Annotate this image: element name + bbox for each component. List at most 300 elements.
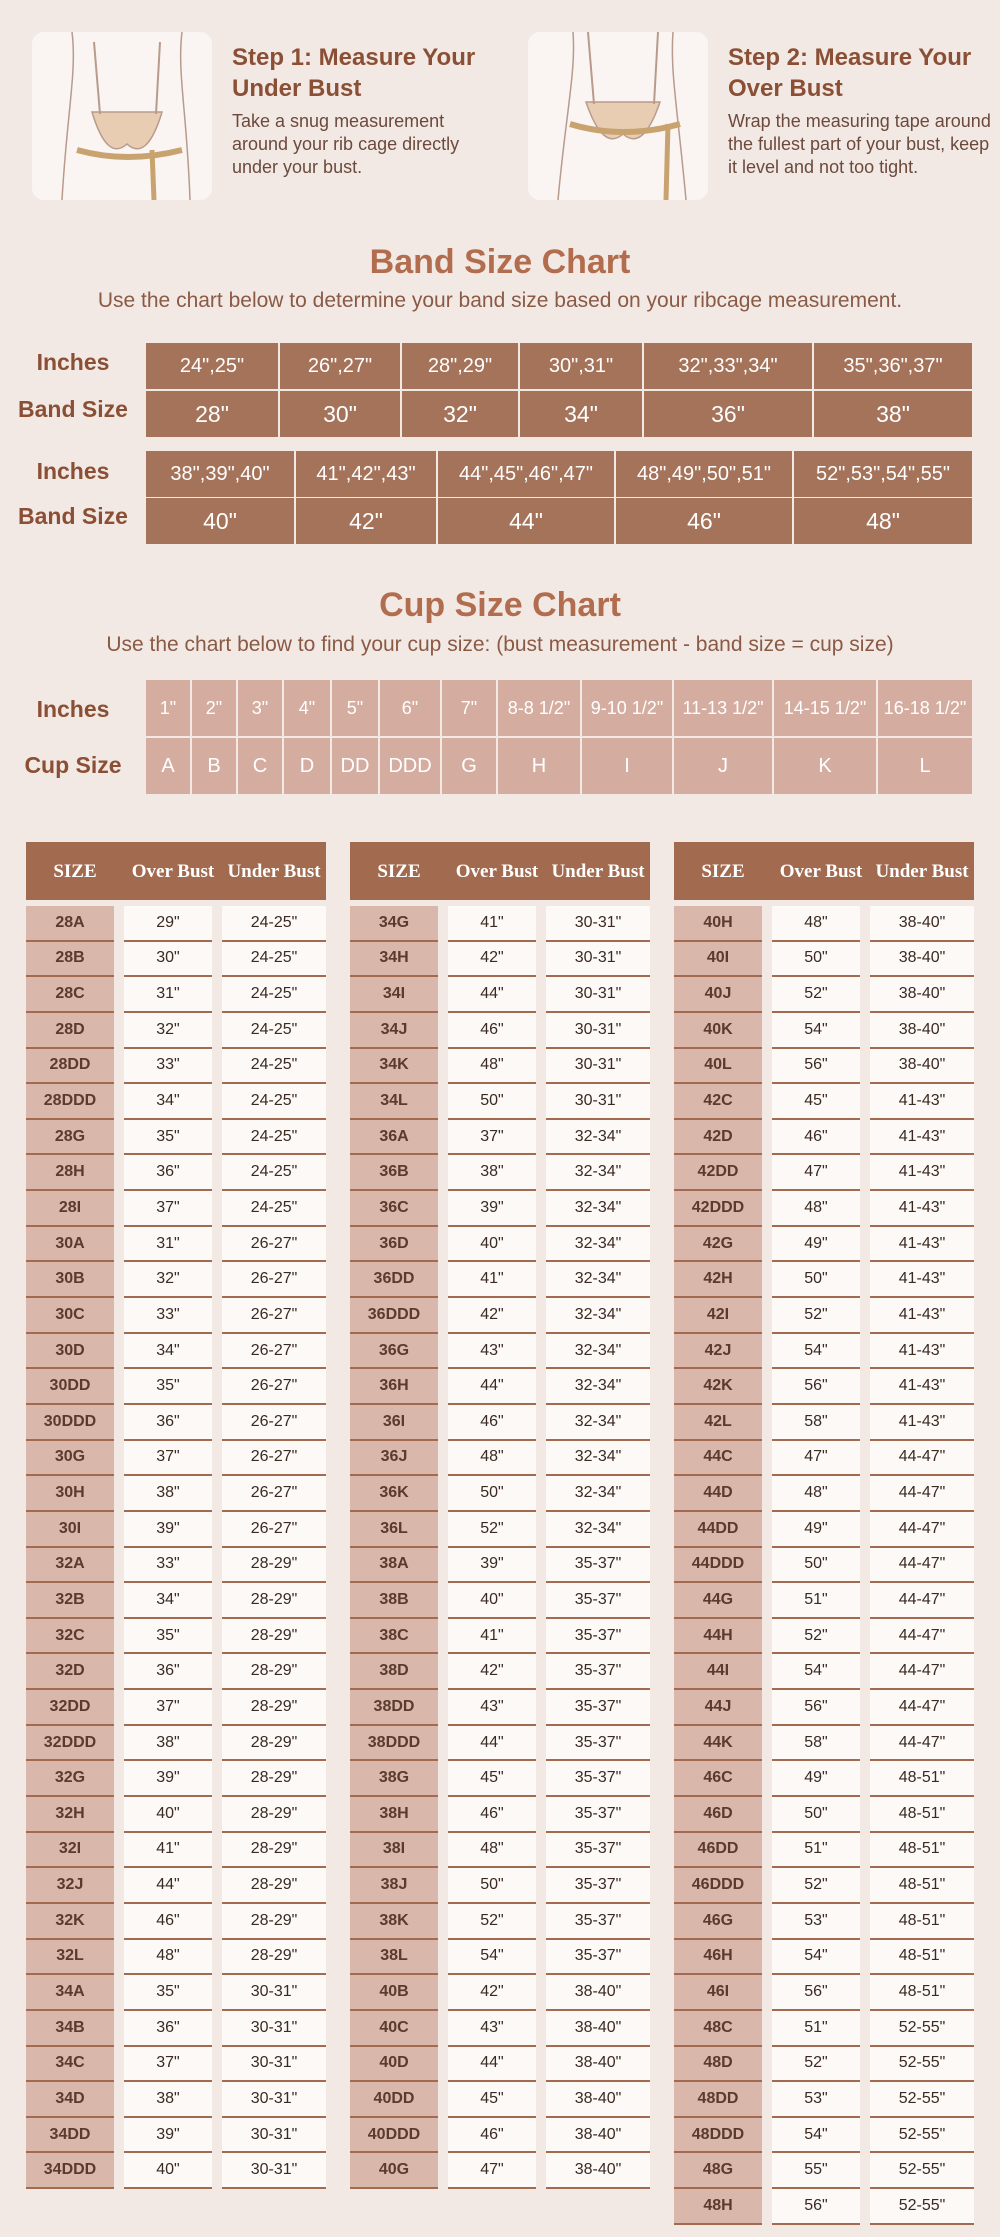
under-bust-cell: 30-31" <box>546 906 650 942</box>
table-row <box>674 1369 974 1405</box>
size-cell: 46D <box>674 1797 762 1833</box>
step-2-title: Step 2: Measure Your Over Bust <box>728 44 972 102</box>
table-row <box>674 1334 974 1370</box>
size-cell: 38K <box>350 1904 438 1940</box>
under-bust-cell: 26-27" <box>222 1227 326 1263</box>
over-bust-cell: 56" <box>772 1975 860 2011</box>
under-bust-cell: 52-55" <box>870 2011 974 2047</box>
band-inches-cell: 38",39",40" <box>146 451 296 497</box>
table-row <box>350 2153 650 2189</box>
under-bust-cell: 35-37" <box>546 1726 650 1762</box>
table-row <box>26 1227 326 1263</box>
over-bust-cell: 34" <box>124 1583 212 1619</box>
under-bust-cell: 32-34" <box>546 1476 650 1512</box>
over-bust-cell: 40" <box>124 2153 212 2189</box>
cup-size-cell: DDD <box>380 738 442 794</box>
over-bust-cell: 37" <box>124 1690 212 1726</box>
table-row <box>26 1155 326 1191</box>
under-bust-cell: 48-51" <box>870 1904 974 1940</box>
size-cell: 36B <box>350 1155 438 1191</box>
under-bust-cell: 32-34" <box>546 1405 650 1441</box>
over-bust-cell: 50" <box>448 1084 536 1120</box>
under-bust-cell: 30-31" <box>222 2082 326 2118</box>
under-bust-cell: 26-27" <box>222 1298 326 1334</box>
table-row <box>26 1583 326 1619</box>
table-row <box>350 1548 650 1584</box>
size-cell: 30DD <box>26 1369 114 1405</box>
under-bust-cell: 26-27" <box>222 1405 326 1441</box>
size-cell: 44J <box>674 1690 762 1726</box>
table-row <box>674 1049 974 1085</box>
table-row <box>674 1191 974 1227</box>
under-bust-cell: 24-25" <box>222 1049 326 1085</box>
table-row <box>674 1548 974 1584</box>
under-bust-cell: 35-37" <box>546 1904 650 1940</box>
over-bust-cell: 48" <box>448 1049 536 1085</box>
cup-inches-cell: 11-13 1/2" <box>674 680 774 736</box>
cup-inches-cell: 3" <box>238 680 284 736</box>
over-bust-cell: 54" <box>772 1334 860 1370</box>
table-row <box>26 1797 326 1833</box>
cup-size-row <box>146 738 972 794</box>
under-bust-cell: 32-34" <box>546 1227 650 1263</box>
under-bust-cell: 48-51" <box>870 1833 974 1869</box>
band-inches-cell: 41",42",43" <box>296 451 438 497</box>
size-cell: 44C <box>674 1441 762 1477</box>
over-bust-cell: 35" <box>124 1369 212 1405</box>
table-row <box>26 2047 326 2083</box>
table-row <box>350 1262 650 1298</box>
step-1-text: Take a snug measurement around your rib cage directly under your bust. <box>232 111 460 177</box>
size-cell: 28I <box>26 1191 114 1227</box>
over-bust-cell: 48" <box>448 1833 536 1869</box>
size-cell: 32I <box>26 1833 114 1869</box>
band-size-cell: 36" <box>644 391 814 437</box>
size-cell: 32DDD <box>26 1726 114 1762</box>
cup-inches-cell: 9-10 1/2" <box>582 680 674 736</box>
under-bust-cell: 41-43" <box>870 1298 974 1334</box>
over-bust-cell: 51" <box>772 2011 860 2047</box>
over-bust-cell: 52" <box>772 1868 860 1904</box>
size-cell: 40K <box>674 1013 762 1049</box>
table-row <box>350 942 650 978</box>
under-bust-cell: 38-40" <box>870 977 974 1013</box>
over-bust-cell: 41" <box>448 1619 536 1655</box>
table-row <box>350 2047 650 2083</box>
table-row <box>674 1441 974 1477</box>
table-row <box>674 1690 974 1726</box>
size-cell: 38J <box>350 1868 438 1904</box>
cup-inches-cell: 16-18 1/2" <box>878 680 972 736</box>
over-bust-cell: 52" <box>772 2047 860 2083</box>
under-bust-cell: 35-37" <box>546 1548 650 1584</box>
size-cell: 48D <box>674 2047 762 2083</box>
over-bust-cell: 46" <box>772 1120 860 1156</box>
over-bust-cell: 39" <box>448 1191 536 1227</box>
table-row <box>350 1868 650 1904</box>
band-size-cell: 32" <box>402 391 520 437</box>
size-cell: 36L <box>350 1512 438 1548</box>
under-bust-cell: 35-37" <box>546 1940 650 1976</box>
under-bust-cell: 32-34" <box>546 1298 650 1334</box>
over-bust-cell: 56" <box>772 2189 860 2225</box>
over-bust-cell: 31" <box>124 977 212 1013</box>
table-row <box>26 1940 326 1976</box>
size-cell: 36A <box>350 1120 438 1156</box>
size-cell: 42DDD <box>674 1191 762 1227</box>
over-bust-cell: 48" <box>772 1191 860 1227</box>
cup-inches-cell: 6" <box>380 680 442 736</box>
over-bust-cell: 56" <box>772 1369 860 1405</box>
torso-measuring-icon <box>32 32 212 200</box>
over-bust-cell: 45" <box>772 1084 860 1120</box>
table-row <box>26 1441 326 1477</box>
table-row <box>674 2011 974 2047</box>
over-bust-cell: 43" <box>448 2011 536 2047</box>
under-bust-cell: 28-29" <box>222 1940 326 1976</box>
table-row <box>674 1512 974 1548</box>
size-cell: 36D <box>350 1227 438 1263</box>
cup-chart-subtitle: Use the chart below to find your cup size: (bust measurement - band size = cup size) <box>106 633 894 656</box>
table-row <box>26 1868 326 1904</box>
over-bust-cell: 42" <box>448 1654 536 1690</box>
size-cell: 36C <box>350 1191 438 1227</box>
cup-size-cell: D <box>284 738 332 794</box>
table-row <box>674 1833 974 1869</box>
cup-size-cell: DD <box>332 738 380 794</box>
under-bust-cell: 28-29" <box>222 1868 326 1904</box>
under-bust-cell: 48-51" <box>870 1761 974 1797</box>
cup-size-label: Cup Size <box>24 752 122 778</box>
over-bust-cell: 51" <box>772 1583 860 1619</box>
table-row <box>26 1476 326 1512</box>
under-bust-cell: 28-29" <box>222 1833 326 1869</box>
size-cell: 40C <box>350 2011 438 2047</box>
table-row <box>26 1833 326 1869</box>
under-bust-cell: 30-31" <box>222 1975 326 2011</box>
table-row <box>674 1583 974 1619</box>
header-size: SIZE <box>377 860 421 882</box>
size-table-rows <box>674 906 974 2225</box>
over-bust-cell: 36" <box>124 1654 212 1690</box>
over-bust-cell: 38" <box>124 1726 212 1762</box>
cup-size-cell: K <box>774 738 878 794</box>
table-row <box>26 1654 326 1690</box>
size-cell: 28D <box>26 1013 114 1049</box>
size-cell: 34H <box>350 942 438 978</box>
size-cell: 34L <box>350 1084 438 1120</box>
under-bust-cell: 44-47" <box>870 1476 974 1512</box>
size-cell: 32B <box>26 1583 114 1619</box>
size-cell: 38H <box>350 1797 438 1833</box>
size-cell: 30DDD <box>26 1405 114 1441</box>
over-bust-cell: 43" <box>448 1690 536 1726</box>
table-row <box>26 2118 326 2154</box>
table-row <box>26 1548 326 1584</box>
over-bust-cell: 52" <box>772 977 860 1013</box>
table-row <box>674 977 974 1013</box>
over-bust-cell: 39" <box>448 1548 536 1584</box>
size-table-rows <box>26 906 326 2189</box>
table-row <box>674 906 974 942</box>
over-bust-cell: 48" <box>124 1940 212 1976</box>
table-row <box>674 1476 974 1512</box>
under-bust-cell: 35-37" <box>546 1868 650 1904</box>
under-bust-cell: 52-55" <box>870 2118 974 2154</box>
table-row <box>350 1833 650 1869</box>
under-bust-cell: 38-40" <box>870 1013 974 1049</box>
table-row <box>674 1298 974 1334</box>
cup-inches-label: Inches <box>36 696 110 722</box>
over-bust-cell: 48" <box>448 1441 536 1477</box>
size-cell: 40B <box>350 1975 438 2011</box>
over-bust-cell: 38" <box>124 2082 212 2118</box>
over-bust-cell: 39" <box>124 1512 212 1548</box>
over-bust-cell: 38" <box>124 1476 212 1512</box>
over-bust-cell: 40" <box>124 1797 212 1833</box>
size-cell: 46DD <box>674 1833 762 1869</box>
size-cell: 36DDD <box>350 1298 438 1334</box>
under-bust-cell: 44-47" <box>870 1690 974 1726</box>
band-size-label-2: Band Size <box>18 503 128 529</box>
cup-inches-cell: 8-8 1/2" <box>498 680 582 736</box>
cup-size-cell: I <box>582 738 674 794</box>
table-row <box>674 1797 974 1833</box>
step-2-text: Wrap the measuring tape around the fullest part of your bust, keep it level and not too tight. <box>728 111 991 177</box>
cup-size-cell: B <box>192 738 238 794</box>
under-bust-cell: 30-31" <box>222 2118 326 2154</box>
size-cell: 40H <box>674 906 762 942</box>
under-bust-cell: 38-40" <box>870 1049 974 1085</box>
under-bust-cell: 24-25" <box>222 942 326 978</box>
band-size-cell: 46" <box>616 498 794 544</box>
under-bust-cell: 41-43" <box>870 1084 974 1120</box>
band-size-cell: 48" <box>794 498 972 544</box>
table-row <box>26 1262 326 1298</box>
table-row <box>350 1940 650 1976</box>
table-row <box>26 1013 326 1049</box>
size-cell: 38L <box>350 1940 438 1976</box>
over-bust-cell: 38" <box>448 1155 536 1191</box>
band-inches-cell: 44",45",46",47" <box>438 451 616 497</box>
cup-size-cell: A <box>146 738 192 794</box>
over-bust-cell: 33" <box>124 1049 212 1085</box>
over-bust-cell: 54" <box>772 1940 860 1976</box>
table-row <box>26 1369 326 1405</box>
cup-inches-cell: 1" <box>146 680 192 736</box>
size-cell: 44D <box>674 1476 762 1512</box>
over-bust-cell: 36" <box>124 1405 212 1441</box>
over-bust-cell: 30" <box>124 942 212 978</box>
band-inches-cell: 28",29" <box>402 343 520 389</box>
over-bust-cell: 56" <box>772 1049 860 1085</box>
over-bust-cell: 37" <box>124 1191 212 1227</box>
step-under-bust <box>32 32 492 204</box>
under-bust-cell: 30-31" <box>546 1049 650 1085</box>
under-bust-cell: 52-55" <box>870 2082 974 2118</box>
band-inches-row-1 <box>146 343 972 389</box>
over-bust-cell: 42" <box>448 942 536 978</box>
over-bust-cell: 46" <box>448 1013 536 1049</box>
size-cell: 46DDD <box>674 1868 762 1904</box>
over-bust-cell: 46" <box>448 1405 536 1441</box>
over-bust-cell: 37" <box>448 1120 536 1156</box>
table-row <box>26 1726 326 1762</box>
over-bust-cell: 37" <box>124 1441 212 1477</box>
size-cell: 30A <box>26 1227 114 1263</box>
over-bust-cell: 50" <box>448 1868 536 1904</box>
under-bust-cell: 35-37" <box>546 1690 650 1726</box>
under-bust-cell: 38-40" <box>870 942 974 978</box>
under-bust-cell: 41-43" <box>870 1369 974 1405</box>
under-bust-cell: 30-31" <box>546 977 650 1013</box>
table-row <box>26 1298 326 1334</box>
under-bust-illustration <box>32 32 212 200</box>
over-bust-cell: 37" <box>124 2047 212 2083</box>
size-table-header <box>26 842 326 900</box>
under-bust-cell: 32-34" <box>546 1369 650 1405</box>
size-cell: 34B <box>26 2011 114 2047</box>
size-cell: 36K <box>350 1476 438 1512</box>
over-bust-cell: 51" <box>772 1833 860 1869</box>
cup-inches-cell: 7" <box>442 680 498 736</box>
under-bust-cell: 28-29" <box>222 1583 326 1619</box>
size-cell: 32D <box>26 1654 114 1690</box>
over-bust-cell: 53" <box>772 1904 860 1940</box>
table-row <box>350 1619 650 1655</box>
under-bust-cell: 28-29" <box>222 1761 326 1797</box>
size-cell: 40J <box>674 977 762 1013</box>
table-row <box>674 1155 974 1191</box>
size-cell: 28DDD <box>26 1084 114 1120</box>
table-row <box>674 2047 974 2083</box>
under-bust-cell: 28-29" <box>222 1654 326 1690</box>
table-row <box>674 1761 974 1797</box>
size-cell: 36J <box>350 1441 438 1477</box>
under-bust-cell: 28-29" <box>222 1726 326 1762</box>
under-bust-cell: 52-55" <box>870 2153 974 2189</box>
under-bust-cell: 35-37" <box>546 1619 650 1655</box>
size-cell: 38A <box>350 1548 438 1584</box>
cup-inches-cell: 14-15 1/2" <box>774 680 878 736</box>
size-cell: 40D <box>350 2047 438 2083</box>
over-bust-cell: 41" <box>124 1833 212 1869</box>
table-row <box>350 1120 650 1156</box>
under-bust-cell: 41-43" <box>870 1262 974 1298</box>
size-cell: 30I <box>26 1512 114 1548</box>
header-under-bust: Under Bust <box>227 860 321 882</box>
table-row <box>26 1049 326 1085</box>
measurement-steps <box>32 32 991 204</box>
under-bust-cell: 24-25" <box>222 1120 326 1156</box>
table-row <box>26 977 326 1013</box>
table-row <box>674 1904 974 1940</box>
under-bust-cell: 32-34" <box>546 1441 650 1477</box>
table-row <box>674 1405 974 1441</box>
table-row <box>26 1334 326 1370</box>
under-bust-cell: 48-51" <box>870 1868 974 1904</box>
size-cell: 46I <box>674 1975 762 2011</box>
over-bust-cell: 53" <box>772 2082 860 2118</box>
table-row <box>26 2153 326 2189</box>
band-chart-title: Band Size Chart <box>369 243 631 281</box>
under-bust-cell: 38-40" <box>546 2153 650 2189</box>
under-bust-cell: 32-34" <box>546 1512 650 1548</box>
table-row <box>26 1904 326 1940</box>
size-cell: 48C <box>674 2011 762 2047</box>
size-cell: 42H <box>674 1262 762 1298</box>
table-row <box>350 1227 650 1263</box>
header-size: SIZE <box>53 860 97 882</box>
under-bust-cell: 44-47" <box>870 1619 974 1655</box>
under-bust-cell: 26-27" <box>222 1262 326 1298</box>
under-bust-cell: 35-37" <box>546 1797 650 1833</box>
table-row <box>350 2082 650 2118</box>
table-row <box>350 1405 650 1441</box>
size-cell: 38D <box>350 1654 438 1690</box>
under-bust-cell: 52-55" <box>870 2047 974 2083</box>
size-cell: 40DD <box>350 2082 438 2118</box>
table-row <box>350 977 650 1013</box>
size-cell: 28A <box>26 906 114 942</box>
band-size-cell: 28" <box>146 391 280 437</box>
band-size-cell: 30" <box>280 391 402 437</box>
over-bust-cell: 45" <box>448 1761 536 1797</box>
over-bust-cell: 49" <box>772 1512 860 1548</box>
size-table-3 <box>674 842 974 2225</box>
table-row <box>674 942 974 978</box>
table-row <box>350 1904 650 1940</box>
over-bust-cell: 58" <box>772 1726 860 1762</box>
size-cell: 44H <box>674 1619 762 1655</box>
under-bust-cell: 32-34" <box>546 1155 650 1191</box>
table-row <box>674 2189 974 2225</box>
size-cell: 36G <box>350 1334 438 1370</box>
size-cell: 36H <box>350 1369 438 1405</box>
size-table-rows <box>350 906 650 2189</box>
table-row <box>350 1191 650 1227</box>
over-bust-cell: 44" <box>448 1726 536 1762</box>
band-inches-cell: 32",33",34" <box>644 343 814 389</box>
under-bust-cell: 30-31" <box>222 2047 326 2083</box>
over-bust-cell: 47" <box>772 1441 860 1477</box>
over-bust-cell: 41" <box>448 906 536 942</box>
over-bust-cell: 32" <box>124 1262 212 1298</box>
size-cell: 46H <box>674 1940 762 1976</box>
over-bust-cell: 44" <box>448 2047 536 2083</box>
band-inches-cell: 30",31" <box>520 343 644 389</box>
under-bust-cell: 48-51" <box>870 1940 974 1976</box>
table-row <box>350 1049 650 1085</box>
under-bust-cell: 35-37" <box>546 1761 650 1797</box>
under-bust-cell: 28-29" <box>222 1904 326 1940</box>
over-bust-illustration <box>528 32 708 200</box>
table-row <box>674 2118 974 2154</box>
table-row <box>26 1975 326 2011</box>
size-cell: 32H <box>26 1797 114 1833</box>
under-bust-cell: 24-25" <box>222 1013 326 1049</box>
under-bust-cell: 44-47" <box>870 1441 974 1477</box>
table-row <box>26 1761 326 1797</box>
table-row <box>26 2082 326 2118</box>
cup-inches-row <box>146 680 972 736</box>
over-bust-cell: 34" <box>124 1084 212 1120</box>
cup-inches-cell: 4" <box>284 680 332 736</box>
over-bust-cell: 33" <box>124 1548 212 1584</box>
under-bust-cell: 32-34" <box>546 1191 650 1227</box>
under-bust-cell: 26-27" <box>222 1334 326 1370</box>
size-cell: 32L <box>26 1940 114 1976</box>
